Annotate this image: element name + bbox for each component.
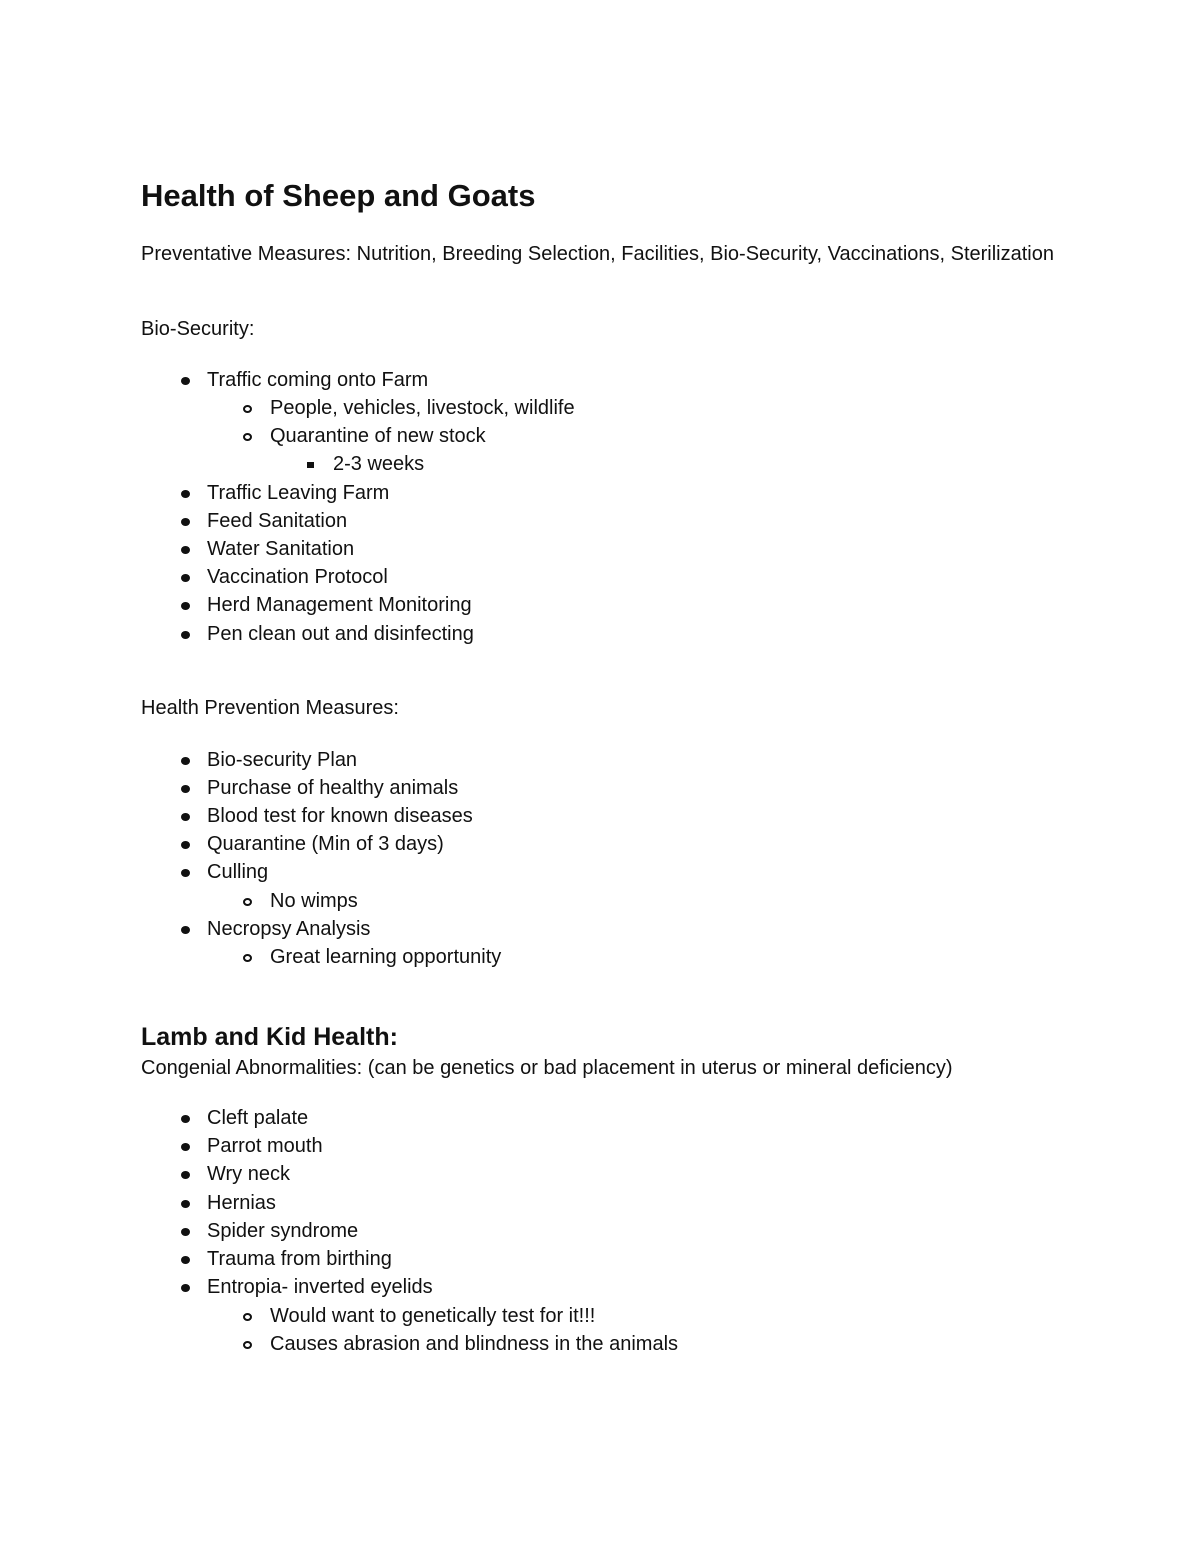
document-title: Health of Sheep and Goats — [141, 178, 536, 213]
list-item: Water Sanitation — [207, 536, 354, 562]
congenital-text: Congenial Abnormalities: (can be genetics or bad placement in uterus or mineral deficiency) — [141, 1057, 953, 1079]
bullet-disc-icon — [181, 869, 190, 877]
bullet-square-icon — [307, 462, 314, 468]
bullet-disc-icon — [181, 1284, 190, 1292]
bullet-disc-icon — [181, 1200, 190, 1208]
bullet-disc-icon — [181, 785, 190, 793]
bullet-circle-icon — [243, 433, 252, 441]
list-item: Trauma from birthing — [207, 1246, 392, 1272]
bullet-circle-icon — [243, 405, 252, 413]
list-item: People, vehicles, livestock, wildlife — [270, 395, 575, 421]
list-item: Herd Management Monitoring — [207, 592, 472, 618]
bio-security-heading: Bio-Security: — [141, 318, 255, 340]
bullet-disc-icon — [181, 757, 190, 765]
list-item: Culling — [207, 859, 268, 885]
bullet-disc-icon — [181, 1143, 190, 1151]
list-item: Parrot mouth — [207, 1133, 323, 1159]
list-item: Quarantine of new stock — [270, 423, 486, 449]
bullet-disc-icon — [181, 841, 190, 849]
list-item: Would want to genetically test for it!!! — [270, 1303, 595, 1329]
bullet-disc-icon — [181, 1115, 190, 1123]
bullet-disc-icon — [181, 518, 190, 526]
list-item: Cleft palate — [207, 1105, 308, 1131]
bullet-circle-icon — [243, 1341, 252, 1349]
list-item: Entropia- inverted eyelids — [207, 1274, 433, 1300]
bullet-disc-icon — [181, 490, 190, 498]
bullet-disc-icon — [181, 377, 190, 385]
list-item: Causes abrasion and blindness in the animals — [270, 1331, 678, 1357]
bullet-disc-icon — [181, 631, 190, 639]
bullet-circle-icon — [243, 1313, 252, 1321]
health-prevention-heading: Health Prevention Measures: — [141, 697, 399, 719]
bullet-disc-icon — [181, 1228, 190, 1236]
list-item: 2-3 weeks — [333, 451, 424, 477]
bullet-disc-icon — [181, 1171, 190, 1179]
bullet-disc-icon — [181, 1256, 190, 1264]
list-item: Traffic coming onto Farm — [207, 367, 428, 393]
lamb-kid-heading: Lamb and Kid Health: — [141, 1023, 398, 1051]
bullet-circle-icon — [243, 954, 252, 962]
list-item: Hernias — [207, 1190, 276, 1216]
list-item: Vaccination Protocol — [207, 564, 388, 590]
list-item: Pen clean out and disinfecting — [207, 621, 474, 647]
list-item: Wry neck — [207, 1161, 290, 1187]
list-item: Quarantine (Min of 3 days) — [207, 831, 444, 857]
bullet-circle-icon — [243, 898, 252, 906]
list-item: No wimps — [270, 888, 358, 914]
list-item: Blood test for known diseases — [207, 803, 473, 829]
list-item: Spider syndrome — [207, 1218, 358, 1244]
list-item: Traffic Leaving Farm — [207, 480, 389, 506]
list-item: Purchase of healthy animals — [207, 775, 458, 801]
list-item: Feed Sanitation — [207, 508, 347, 534]
bullet-disc-icon — [181, 926, 190, 934]
list-item: Great learning opportunity — [270, 944, 501, 970]
bullet-disc-icon — [181, 602, 190, 610]
list-item: Necropsy Analysis — [207, 916, 370, 942]
list-item: Bio-security Plan — [207, 747, 357, 773]
bullet-disc-icon — [181, 574, 190, 582]
preventative-measures-text: Preventative Measures: Nutrition, Breeding Selection, Facilities, Bio-Security, Vaccinations, Sterilization — [141, 243, 1054, 265]
bullet-disc-icon — [181, 813, 190, 821]
bullet-disc-icon — [181, 546, 190, 554]
